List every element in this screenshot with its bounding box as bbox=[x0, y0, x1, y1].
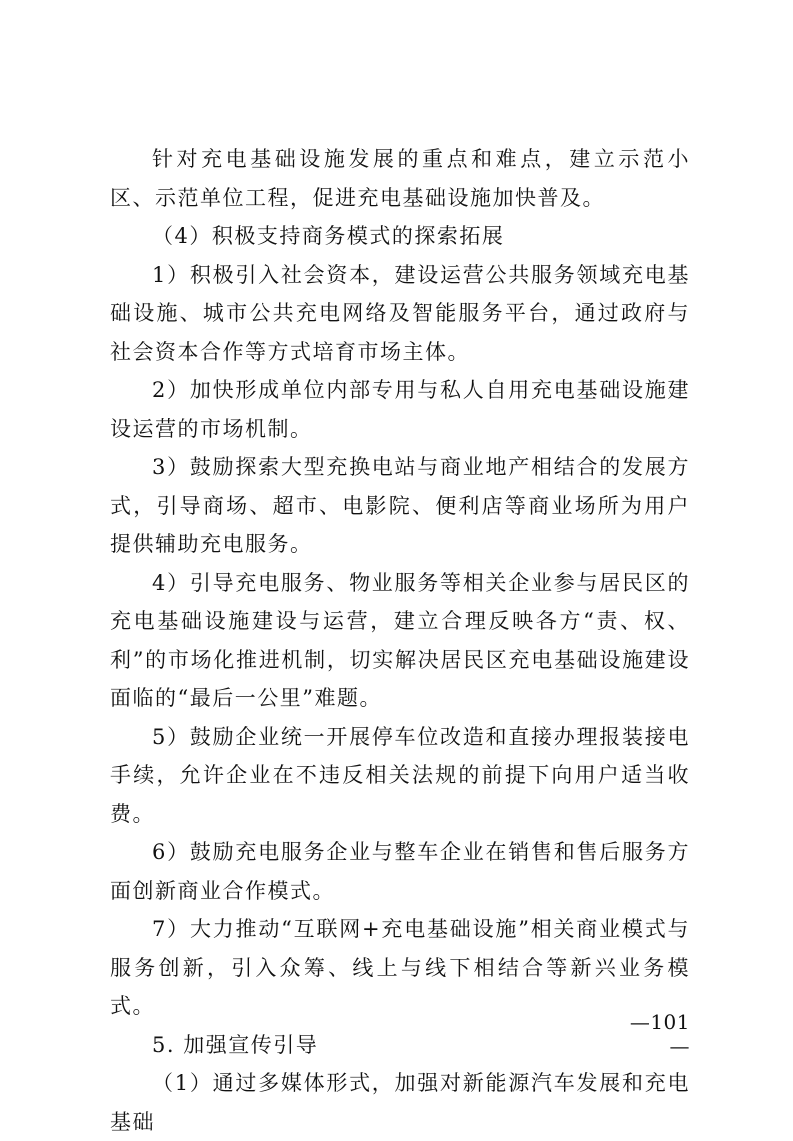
paragraph-item-3: 3）鼓励探索大型充换电站与商业地产相结合的发展方式，引导商场、超市、电影院、便利店等商业场所为用户提供辅助充电服务。 bbox=[110, 455, 690, 556]
paragraph-item-5: 5）鼓励企业统一开展停车位改造和直接办理报装接电手续，允许企业在不违反相关法规的前提下向用户适当收费。 bbox=[110, 724, 690, 826]
body-text bbox=[110, 140, 690, 1141]
paragraph-item-4: 4）引导充电服务、物业服务等相关企业参与居民区的充电基础设施建设与运营，建立合理反映各方“责、权、利”的市场化推进机制，切实解决居民区充电基础设施建设面临的“最后一公里”难题。 bbox=[110, 570, 690, 710]
paragraph-item-1: 1）积极引入社会资本，建设运营公共服务领域充电基础设施、城市公共充电网络及智能服务平台，通过政府与社会资本合作等方式培育市场主体。 bbox=[110, 262, 690, 364]
section-heading-publicity: 5. 加强宣传引导 bbox=[152, 1032, 319, 1057]
paragraph-item-2: 2）加快形成单位内部专用与私人自用充电基础设施建设运营的市场机制。 bbox=[110, 378, 690, 441]
paragraph-item-7: 7）大力推动“互联网+充电基础设施”相关商业模式与服务创新，引入众筹、线上与线下相结合等新兴业务模式。 bbox=[110, 917, 690, 1018]
paragraph-intro: 针对充电基础设施发展的重点和难点，建立示范小区、示范单位工程，促进充电基础设施加快普及。 bbox=[110, 147, 690, 210]
paragraph-item-6: 6）鼓励充电服务企业与整车企业在销售和售后服务方面创新商业合作模式。 bbox=[110, 840, 690, 903]
section-heading-business-model: （4）积极支持商务模式的探索拓展 bbox=[152, 224, 505, 248]
paragraph-publicity-1: （1）通过多媒体形式，加强对新能源汽车发展和充电基础 bbox=[110, 1071, 690, 1134]
page-number: —101— bbox=[629, 1010, 690, 1058]
